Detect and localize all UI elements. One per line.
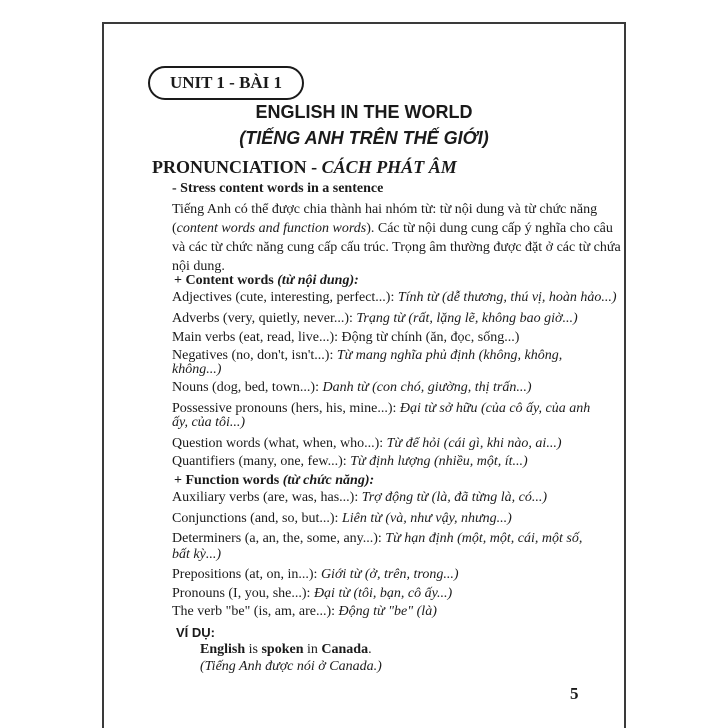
unit-label: UNIT 1 - BÀI 1 bbox=[148, 66, 304, 100]
section-heading: PRONUNCIATION - CÁCH PHÁT ÂM bbox=[152, 157, 457, 177]
title-english: ENGLISH IN THE WORLD bbox=[255, 102, 473, 122]
example-label: VÍ DỤ: bbox=[176, 625, 215, 640]
function-item-continued: bất kỳ...) bbox=[172, 547, 221, 562]
content-item: Possessive pronouns (hers, his, mine...): Đại từ sở hữu (của cô ấy, của anh bbox=[172, 401, 591, 416]
title-vietnamese: (TIẾNG ANH TRÊN THẾ GIỚI) bbox=[239, 128, 489, 148]
content-words-heading: + Content words (từ nội dung): bbox=[174, 273, 359, 288]
content-item: Negatives (no, don't, isn't...): Từ mang nghĩa phủ định (không, không, bbox=[172, 348, 563, 363]
function-item: Pronouns (I, you, she...): Đại từ (tôi, bạn, cô ấy...) bbox=[172, 586, 453, 601]
intro-line-2: (content words and function words). Các từ nội dung cung cấp ý nghĩa cho câu bbox=[172, 221, 613, 236]
function-item: Conjunctions (and, so, but...): Liên từ (và, như vậy, nhưng...) bbox=[172, 511, 512, 526]
example-translation: (Tiếng Anh được nói ở Canada.) bbox=[200, 659, 382, 674]
content-item: Main verbs (eat, read, live...): Động từ chính (ăn, đọc, sống...) bbox=[172, 330, 520, 345]
intro-line-4: nội dung. bbox=[172, 259, 225, 274]
page-number: 5 bbox=[570, 684, 579, 703]
content-item: Adverbs (very, quietly, never...): Trạng từ (rất, lặng lẽ, không bao giờ...) bbox=[172, 311, 578, 326]
subsection-heading: - Stress content words in a sentence bbox=[172, 181, 384, 196]
intro-line-3: và các từ chức năng cung cấp cấu trúc. Trọng âm thường được đặt ở các từ chứa bbox=[172, 240, 621, 255]
content-item-continued: ấy, của tôi...) bbox=[172, 415, 246, 430]
content-item: Quantifiers (many, one, few...): Từ định lượng (nhiều, một, ít...) bbox=[172, 454, 528, 469]
intro-line-1: Tiếng Anh có thể được chia thành hai nhóm từ: từ nội dung và từ chức năng bbox=[172, 202, 598, 217]
example-sentence: English is spoken in Canada. bbox=[200, 642, 372, 657]
function-item: Auxiliary verbs (are, was, has...): Trợ động từ (là, đã từng là, có...) bbox=[172, 490, 548, 505]
content-item-continued: không...) bbox=[172, 362, 222, 377]
content-item: Adjectives (cute, interesting, perfect...): Tính từ (dễ thương, thú vị, hoàn hảo...) bbox=[172, 290, 617, 305]
content-item: Nouns (dog, bed, town...): Danh từ (con chó, giường, thị trấn...) bbox=[172, 380, 532, 395]
function-item: Determiners (a, an, the, some, any...): Từ hạn định (một, một, cái, một số, bbox=[172, 531, 583, 546]
function-words-heading: + Function words (từ chức năng): bbox=[174, 473, 375, 488]
content-item: Question words (what, when, who...): Từ để hỏi (cái gì, khi nào, ai...) bbox=[172, 436, 562, 451]
function-item: Prepositions (at, on, in...): Giới từ (ở, trên, trong...) bbox=[172, 567, 459, 582]
function-item: The verb "be" (is, am, are...): Động từ "be" (là) bbox=[172, 604, 437, 619]
